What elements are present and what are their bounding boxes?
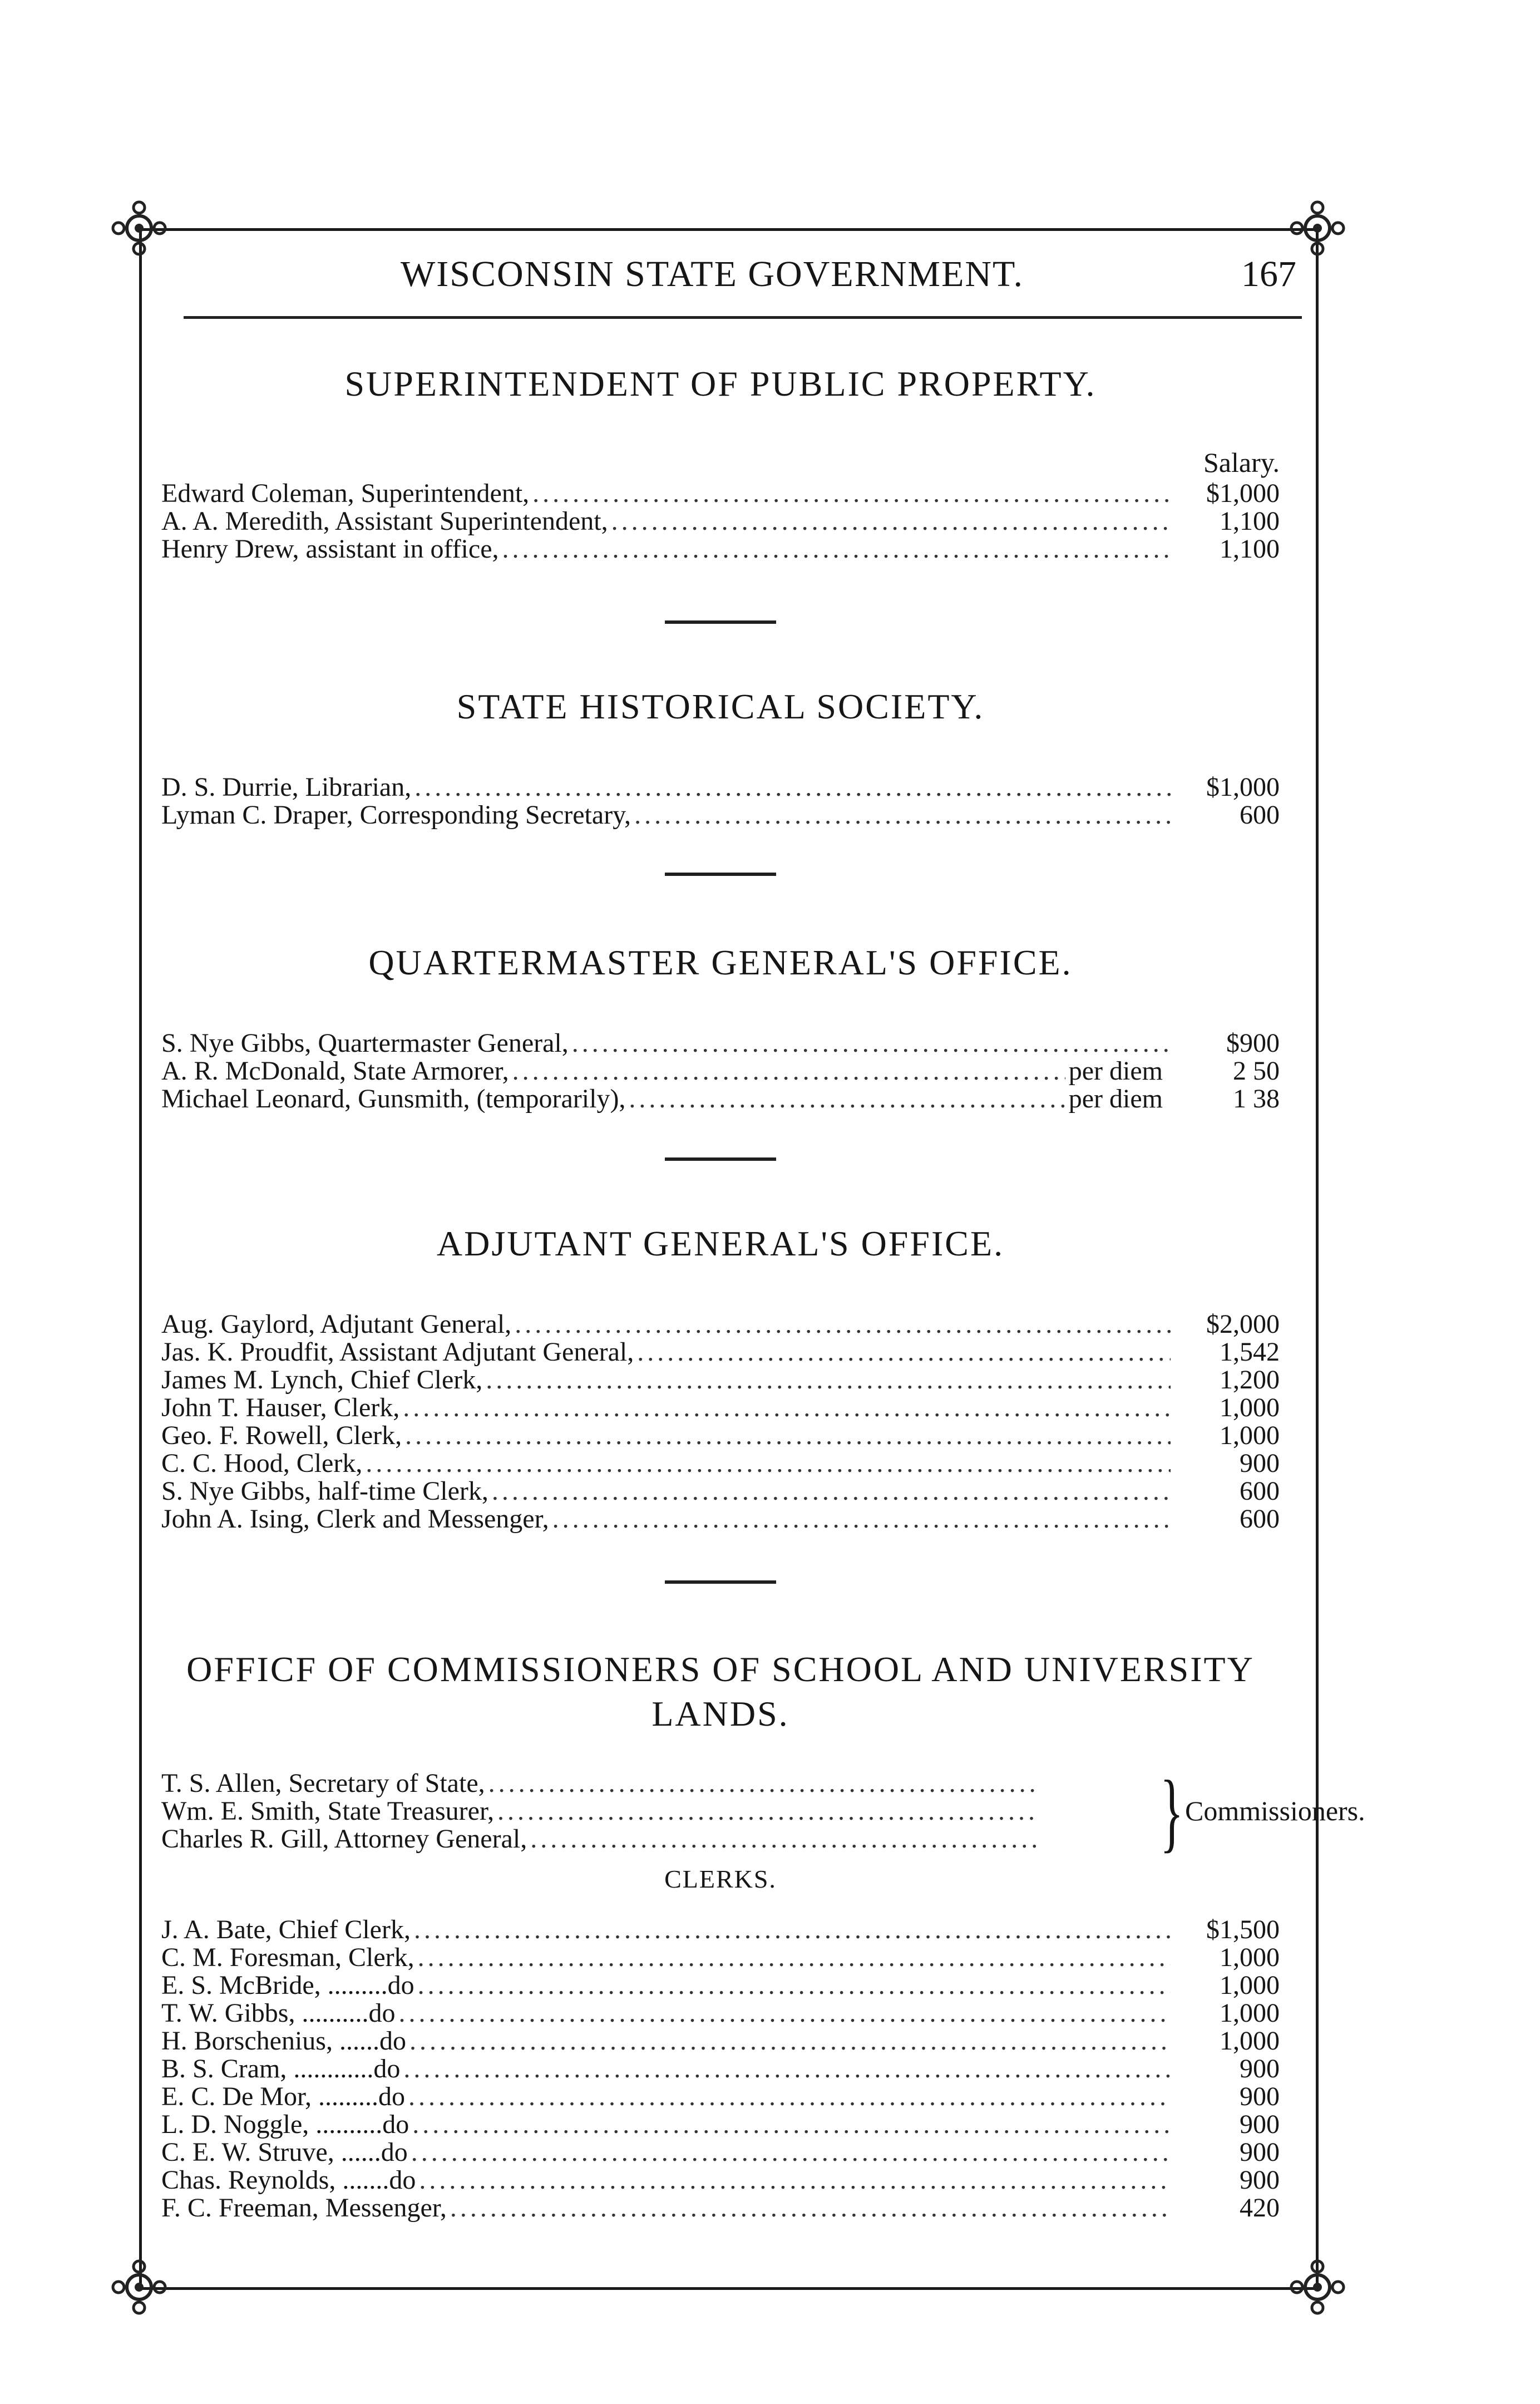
entry-name: H. Borschenius, ......do [161, 2026, 406, 2056]
entry-amount: 420 [1240, 2193, 1280, 2223]
entry-amount: 600 [1240, 800, 1280, 830]
list-item [161, 508, 1280, 535]
list-item [161, 1394, 1280, 1422]
entry-name: A. A. Meredith, Assistant Superintendent, [161, 506, 608, 536]
entry-name: Geo. F. Rowell, Clerk, [161, 1421, 402, 1450]
commissioner-list [161, 1770, 1040, 1853]
list-item [161, 1422, 1280, 1450]
list-item [161, 1450, 1280, 1477]
entry-amount: 2 50 [1233, 1056, 1280, 1086]
entry-amount: $1,500 [1206, 1915, 1280, 1944]
entry-name: Jas. K. Proudfit, Assistant Adjutant General, [161, 1337, 634, 1367]
list-item [161, 774, 1280, 801]
corner-ornament-icon [108, 198, 170, 259]
section-title: STATE HISTORICAL SOCIETY. [456, 687, 985, 726]
list-item [161, 1825, 1040, 1853]
section-commissioners [161, 1647, 1365, 2223]
list-item [161, 535, 1280, 563]
entry-name: A. R. McDonald, State Armorer, [161, 1056, 509, 1086]
page-number: 167 [1241, 254, 1296, 294]
section-divider [665, 1580, 776, 1584]
entry-name: Aug. Gaylord, Adjutant General, [161, 1309, 512, 1339]
entry-name: S. Nye Gibbs, Quartermaster General, [161, 1028, 569, 1058]
entry-amount: 600 [1240, 1504, 1280, 1534]
entry-name: James M. Lynch, Chief Clerk, [161, 1365, 483, 1395]
brace-label: Commissioners. [1185, 1795, 1365, 1826]
section-divider [665, 1157, 776, 1161]
entry-amount: 1,100 [1220, 534, 1280, 564]
list-item [161, 1366, 1280, 1394]
entry-amount: 1,000 [1220, 1421, 1280, 1450]
list-item [161, 1916, 1280, 1944]
entry-name: Charles R. Gill, Attorney General, [161, 1824, 527, 1854]
entry-name: C. M. Foresman, Clerk, [161, 1943, 414, 1972]
frame-top [139, 228, 1319, 231]
entry-name: D. S. Durrie, Librarian, [161, 772, 412, 802]
section-public-property [161, 362, 1280, 563]
running-title: WISCONSIN STATE GOVERNMENT. [401, 254, 1024, 294]
list-item [161, 480, 1280, 508]
list-item [161, 2111, 1280, 2139]
entry-name: John A. Ising, Clerk and Messenger, [161, 1504, 549, 1534]
entry-amount: 900 [1240, 2137, 1280, 2167]
section-divider [665, 620, 776, 624]
section-title-line1: OFFICF OF COMMISSIONERS OF SCHOOL AND UNIVERSITY [186, 1649, 1255, 1689]
frame-left [139, 228, 142, 2287]
section-title-line2: LANDS. [651, 1694, 789, 1733]
list-item [161, 1999, 1280, 2027]
list-item [161, 2055, 1280, 2083]
entry-amount: 1,000 [1220, 1971, 1280, 2000]
entry-name: John T. Hauser, Clerk, [161, 1393, 400, 1422]
entry-amount: 1,542 [1220, 1337, 1280, 1367]
entry-amount: 900 [1240, 2054, 1280, 2083]
list-item [161, 2139, 1280, 2166]
list-item [161, 801, 1280, 829]
list-item [161, 1797, 1040, 1825]
entry-amount: $1,000 [1206, 479, 1280, 508]
corner-ornament-icon [108, 2257, 170, 2318]
entry-name: Henry Drew, assistant in office, [161, 534, 499, 564]
entry-note: per diem [1068, 1084, 1163, 1114]
list-item [161, 2166, 1280, 2194]
entry-amount: 900 [1240, 2110, 1280, 2139]
entry-name: E. S. McBride, .........do [161, 1971, 414, 2000]
running-header [184, 253, 1302, 303]
entry-name: Wm. E. Smith, State Treasurer, [161, 1796, 495, 1826]
entry-name: L. D. Noggle, ..........do [161, 2110, 409, 2139]
entry-amount: 1,000 [1220, 1943, 1280, 1972]
list-item [161, 1057, 1280, 1085]
entry-name: T. W. Gibbs, ..........do [161, 1998, 396, 2028]
list-item [161, 1311, 1280, 1338]
section-title: QUARTERMASTER GENERAL'S OFFICE. [368, 943, 1073, 982]
section-divider [665, 873, 776, 876]
entry-name: C. E. W. Struve, ......do [161, 2137, 408, 2167]
entry-name: E. C. De Mor, .........do [161, 2082, 406, 2111]
entry-amount: $1,000 [1206, 772, 1280, 802]
list-item [161, 1477, 1280, 1505]
salary-column-head: Salary. [1203, 447, 1280, 478]
list-item [161, 1029, 1280, 1057]
entry-amount: $900 [1226, 1028, 1280, 1058]
corner-ornament-icon [1287, 198, 1348, 259]
list-item [161, 2083, 1280, 2111]
section-title: ADJUTANT GENERAL'S OFFICE. [436, 1224, 1005, 1263]
corner-ornament-icon [1287, 2257, 1348, 2318]
section-historical-society [161, 684, 1280, 829]
header-rule [184, 316, 1302, 319]
section-adjutant [161, 1221, 1280, 1533]
list-item [161, 1770, 1040, 1797]
entry-amount: 600 [1240, 1476, 1280, 1506]
entry-amount: 900 [1240, 2165, 1280, 2195]
entry-amount: 900 [1240, 1449, 1280, 1478]
entry-amount: 1,100 [1220, 506, 1280, 536]
entry-amount: 1 38 [1233, 1084, 1280, 1114]
brace-icon: } [1160, 1762, 1184, 1861]
entry-name: C. C. Hood, Clerk, [161, 1449, 363, 1478]
entry-name: F. C. Freeman, Messenger, [161, 2193, 447, 2223]
entry-name: B. S. Cram, ............do [161, 2054, 401, 2083]
section-quartermaster [161, 940, 1280, 1113]
entry-name: J. A. Bate, Chief Clerk, [161, 1915, 411, 1944]
entry-amount: 900 [1240, 2082, 1280, 2111]
entry-name: Michael Leonard, Gunsmith, (temporarily), [161, 1084, 626, 1114]
list-item [161, 1085, 1280, 1113]
entry-amount: 1,200 [1220, 1365, 1280, 1395]
clerks-heading: CLERKS. [664, 1865, 777, 1893]
entry-name: Chas. Reynolds, .......do [161, 2165, 416, 2195]
entry-amount: $2,000 [1206, 1309, 1280, 1339]
entry-name: Edward Coleman, Superintendent, [161, 479, 530, 508]
section-title: SUPERINTENDENT OF PUBLIC PROPERTY. [344, 364, 1097, 403]
entry-name: S. Nye Gibbs, half-time Clerk, [161, 1476, 488, 1506]
list-item [161, 1972, 1280, 1999]
list-item [161, 2194, 1280, 2222]
frame-right [1316, 228, 1319, 2287]
entry-amount: 1,000 [1220, 1393, 1280, 1422]
list-item [161, 1338, 1280, 1366]
list-item [161, 2027, 1280, 2055]
list-item [161, 1505, 1280, 1533]
frame-bottom [139, 2287, 1319, 2290]
entry-amount: 1,000 [1220, 2026, 1280, 2056]
entry-name: T. S. Allen, Secretary of State, [161, 1768, 485, 1798]
entry-amount: 1,000 [1220, 1998, 1280, 2028]
list-item [161, 1944, 1280, 1972]
entry-name: Lyman C. Draper, Corresponding Secretary, [161, 800, 631, 830]
entry-note: per diem [1068, 1056, 1163, 1086]
